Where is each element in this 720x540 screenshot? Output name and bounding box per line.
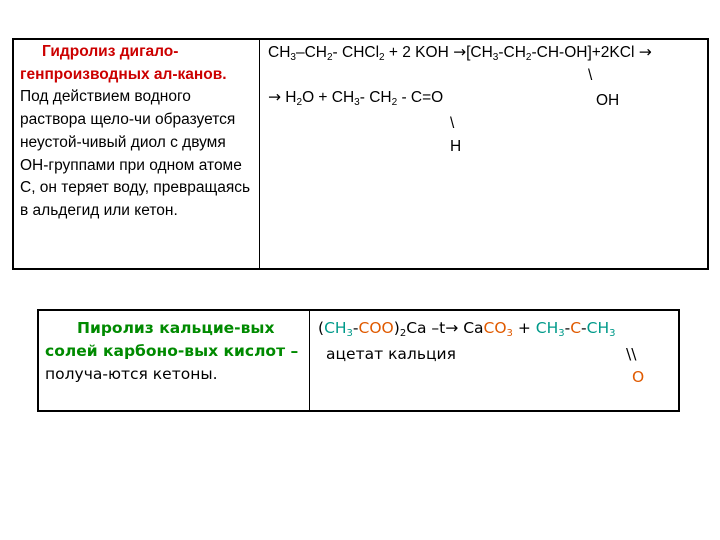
hydrolysis-equation-line-2: → $H_2O + CH_3-$ $CH_2 - C=O$ bbox=[268, 88, 444, 109]
bond-line-1: \ bbox=[588, 67, 593, 84]
hydrolysis-title: Гидролиз дигало-генпроизводных ал-канов. bbox=[20, 43, 227, 83]
oh-group: OH bbox=[596, 92, 620, 109]
salt-label: ацетат кальция bbox=[326, 345, 456, 363]
hydrolysis-equation-line-1: $CH_3-CH_2-$ CHCl$_2$ + 2 KOH $\to[CH_3-CH_2-CH-OH]+2KCl$ → bbox=[268, 43, 652, 63]
reaction-arrow-icon: → bbox=[453, 43, 467, 61]
bond-line-2: \ bbox=[450, 115, 455, 132]
hydrolysis-text: Под действием водного раствора щело-чи образуется неустой-чивый диол с двумя ОН-группами при одном атоме С, он теряет воду, превращаясь в альдегид или кетон. bbox=[20, 88, 251, 219]
reaction-arrow-icon: → bbox=[445, 319, 459, 337]
pyrolysis-title: Пиролиз кальцие-вых солей карбоно-вых кислот – bbox=[45, 319, 299, 360]
hydrolysis-table bbox=[12, 38, 709, 270]
pyrolysis-table bbox=[37, 309, 680, 412]
pyrolysis-equation-line: $(CH_3-COO)_2Ca$ –t→ CaCO$_3$ + $CH_3-C-CH_3$ bbox=[318, 319, 616, 339]
reaction-arrow-icon: → bbox=[638, 43, 652, 61]
oxygen-atom: O bbox=[632, 368, 645, 386]
hydrogen-atom: H bbox=[450, 138, 462, 155]
hydrolysis-equation-cell bbox=[260, 39, 709, 269]
bond-line-3: \\ bbox=[626, 345, 637, 363]
pyrolysis-equation-cell bbox=[310, 310, 680, 411]
pyrolysis-description-cell bbox=[38, 310, 310, 411]
hydrolysis-description-cell bbox=[13, 39, 260, 269]
pyrolysis-text: получа-ются кетоны. bbox=[45, 365, 218, 383]
reaction-arrow-icon: → bbox=[268, 88, 281, 107]
